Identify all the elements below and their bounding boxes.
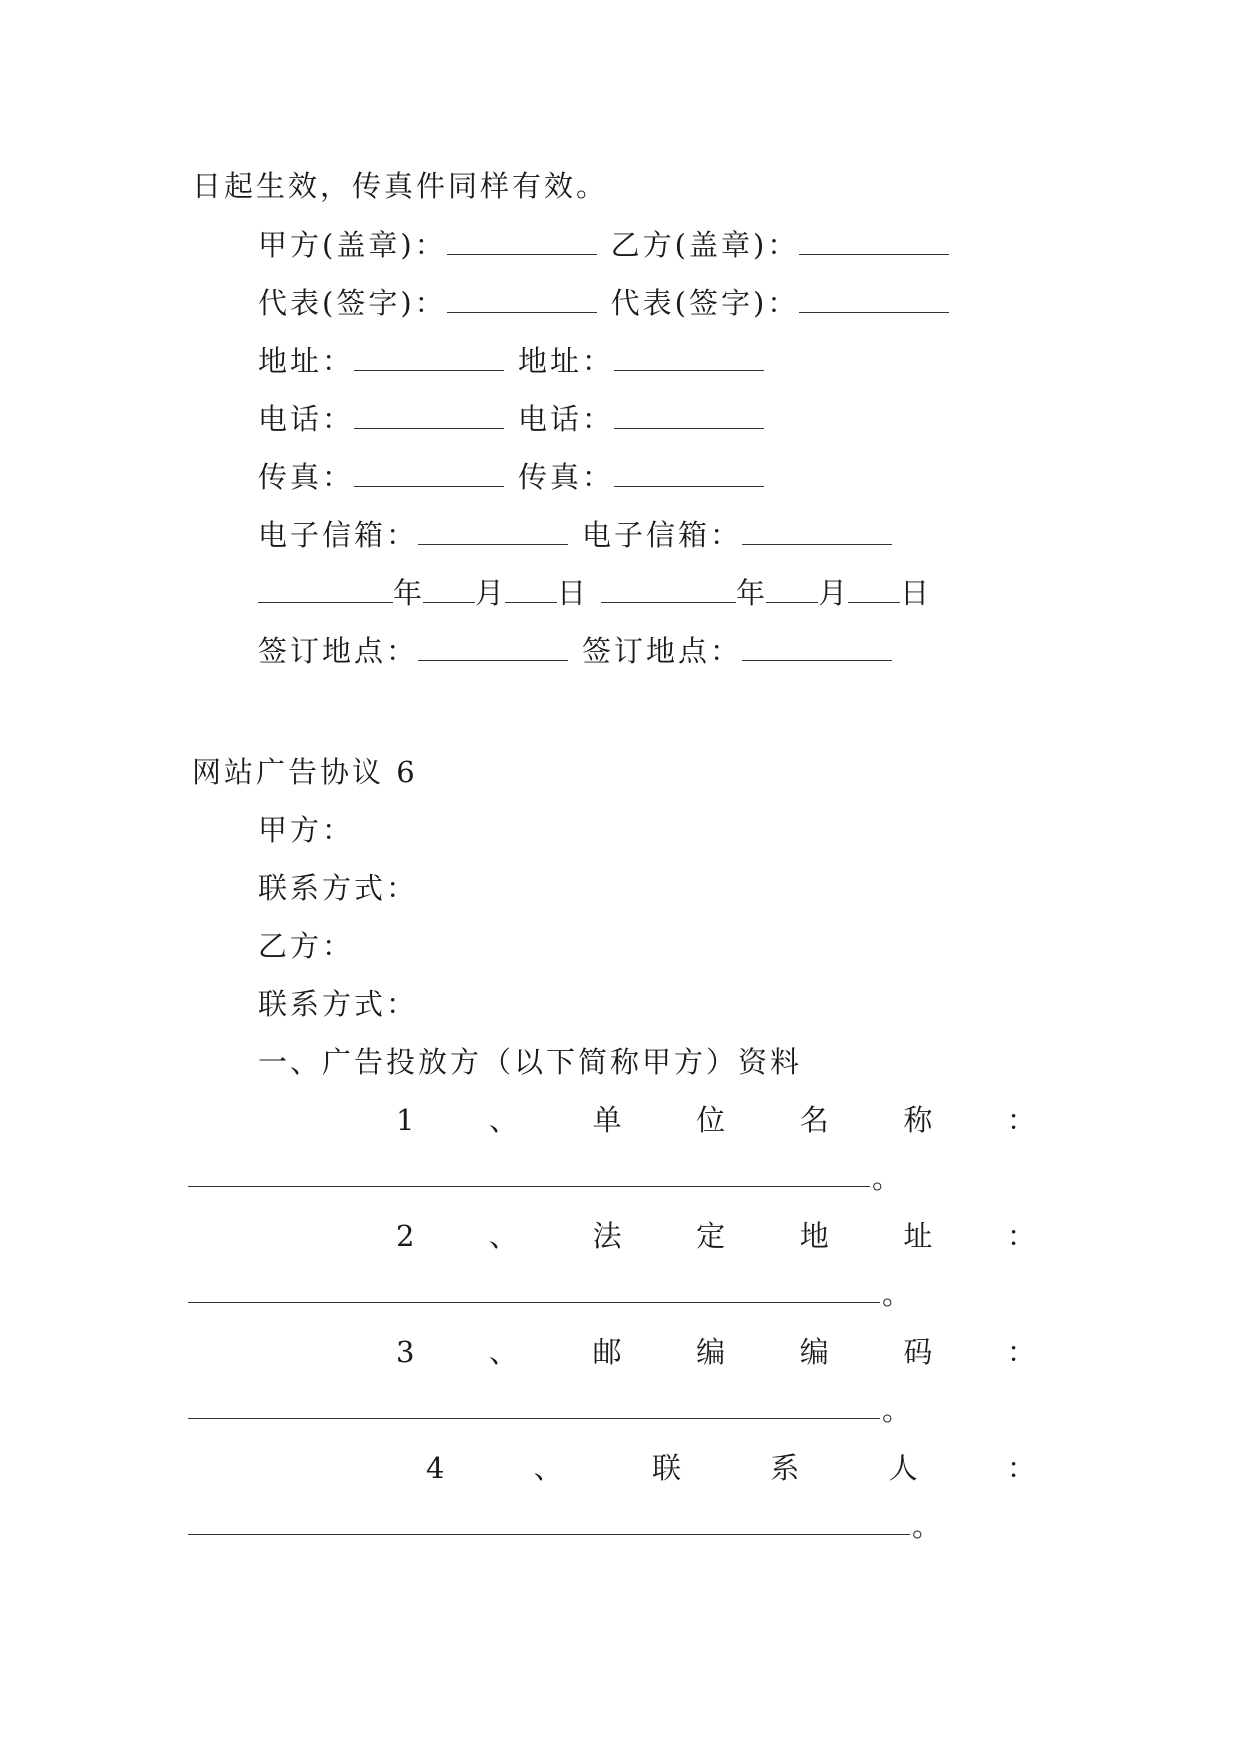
item-separator: 、 [489, 1219, 519, 1253]
intro-tail: 日起生效，传真件同样有效。 [192, 169, 609, 203]
rep-a-blank[interactable] [447, 280, 597, 313]
day-label: 日 [900, 576, 931, 610]
item-4-blank[interactable] [188, 1534, 910, 1535]
item-row [396, 1332, 1036, 1372]
address-a-blank[interactable] [354, 338, 504, 371]
item-number: 4 [426, 1451, 445, 1485]
address-row [258, 338, 764, 381]
item-char: 人 [888, 1451, 918, 1485]
party-a-seal-label: 甲方(盖章)： [258, 228, 447, 262]
phone-b-label: 电话： [518, 402, 615, 436]
month-label: 月 [475, 576, 506, 610]
place-a-blank[interactable] [418, 628, 568, 661]
item-char: 位 [696, 1103, 726, 1137]
clause-heading: 一、广告投放方（以下简称甲方）资料 [258, 1045, 803, 1079]
address-b-blank[interactable] [614, 338, 764, 371]
item-row [396, 1100, 1036, 1140]
item-number: 1 [396, 1103, 415, 1137]
phone-row [258, 396, 764, 439]
email-a-blank[interactable] [418, 512, 568, 545]
place-a-label: 签订地点： [258, 634, 419, 668]
fax-a-blank[interactable] [354, 454, 504, 487]
fax-row [258, 454, 764, 497]
date-row [258, 570, 930, 613]
date-a-month-blank[interactable] [423, 570, 475, 603]
contact-a-line: 联系方式： [258, 871, 419, 905]
rep-row [258, 280, 949, 323]
item-3-blank[interactable] [188, 1418, 880, 1419]
rep-b-blank[interactable] [799, 280, 949, 313]
item-colon: ： [1006, 1219, 1036, 1253]
date-b-day-blank[interactable] [848, 570, 900, 603]
item-row [396, 1216, 1036, 1256]
place-b-blank[interactable] [742, 628, 892, 661]
seal-row [258, 222, 949, 265]
item-number: 3 [396, 1335, 415, 1369]
item-char: 称 [903, 1103, 933, 1137]
item-end-mark: 。 [912, 1509, 942, 1543]
address-a-label: 地址： [258, 344, 355, 378]
item-end-mark: 。 [872, 1161, 902, 1195]
party-a-seal-blank[interactable] [447, 222, 597, 255]
email-a-label: 电子信箱： [258, 518, 419, 552]
item-1-blank[interactable] [188, 1186, 870, 1187]
item-char: 码 [903, 1335, 933, 1369]
contact-b-line: 联系方式： [258, 987, 419, 1021]
item-char: 定 [696, 1219, 726, 1253]
fax-a-label: 传真： [258, 460, 355, 494]
party-a-line: 甲方： [258, 813, 355, 847]
phone-b-blank[interactable] [614, 396, 764, 429]
party-b-seal-blank[interactable] [799, 222, 949, 255]
place-b-label: 签订地点： [582, 634, 743, 668]
item-colon: ： [1006, 1103, 1036, 1137]
date-a-year-blank[interactable] [258, 570, 393, 603]
item-char: 法 [592, 1219, 622, 1253]
date-a-day-blank[interactable] [505, 570, 557, 603]
item-2-blank[interactable] [188, 1302, 880, 1303]
email-b-blank[interactable] [742, 512, 892, 545]
fax-b-label: 传真： [518, 460, 615, 494]
fax-b-blank[interactable] [614, 454, 764, 487]
email-b-label: 电子信箱： [582, 518, 743, 552]
item-char: 地 [799, 1219, 829, 1253]
item-char: 编 [696, 1335, 726, 1369]
item-row [426, 1448, 1036, 1488]
item-char: 编 [799, 1335, 829, 1369]
place-row [258, 628, 892, 671]
item-end-mark: 。 [882, 1393, 912, 1427]
party-b-seal-label: 乙方(盖章)： [610, 228, 800, 262]
item-separator: 、 [533, 1451, 563, 1485]
item-char: 址 [903, 1219, 933, 1253]
address-b-label: 地址： [518, 344, 615, 378]
party-b-line: 乙方： [258, 929, 355, 963]
item-separator: 、 [489, 1103, 519, 1137]
item-number: 2 [396, 1219, 415, 1253]
email-row [258, 512, 892, 555]
item-end-mark: 。 [882, 1277, 912, 1311]
item-char: 邮 [592, 1335, 622, 1369]
date-b-month-blank[interactable] [766, 570, 818, 603]
year-label: 年 [736, 576, 767, 610]
item-colon: ： [1006, 1335, 1036, 1369]
phone-a-blank[interactable] [354, 396, 504, 429]
phone-a-label: 电话： [258, 402, 355, 436]
rep-b-label: 代表(签字)： [610, 286, 800, 320]
item-char: 联 [652, 1451, 682, 1485]
item-char: 名 [799, 1103, 829, 1137]
rep-a-label: 代表(签字)： [258, 286, 447, 320]
item-char: 系 [770, 1451, 800, 1485]
item-separator: 、 [489, 1335, 519, 1369]
item-char: 单 [592, 1103, 622, 1137]
item-colon: ： [1006, 1451, 1036, 1485]
day-label: 日 [557, 576, 588, 610]
section-title: 网站广告协议 6 [192, 755, 418, 789]
year-label: 年 [393, 576, 424, 610]
month-label: 月 [818, 576, 849, 610]
date-b-year-blank[interactable] [601, 570, 736, 603]
